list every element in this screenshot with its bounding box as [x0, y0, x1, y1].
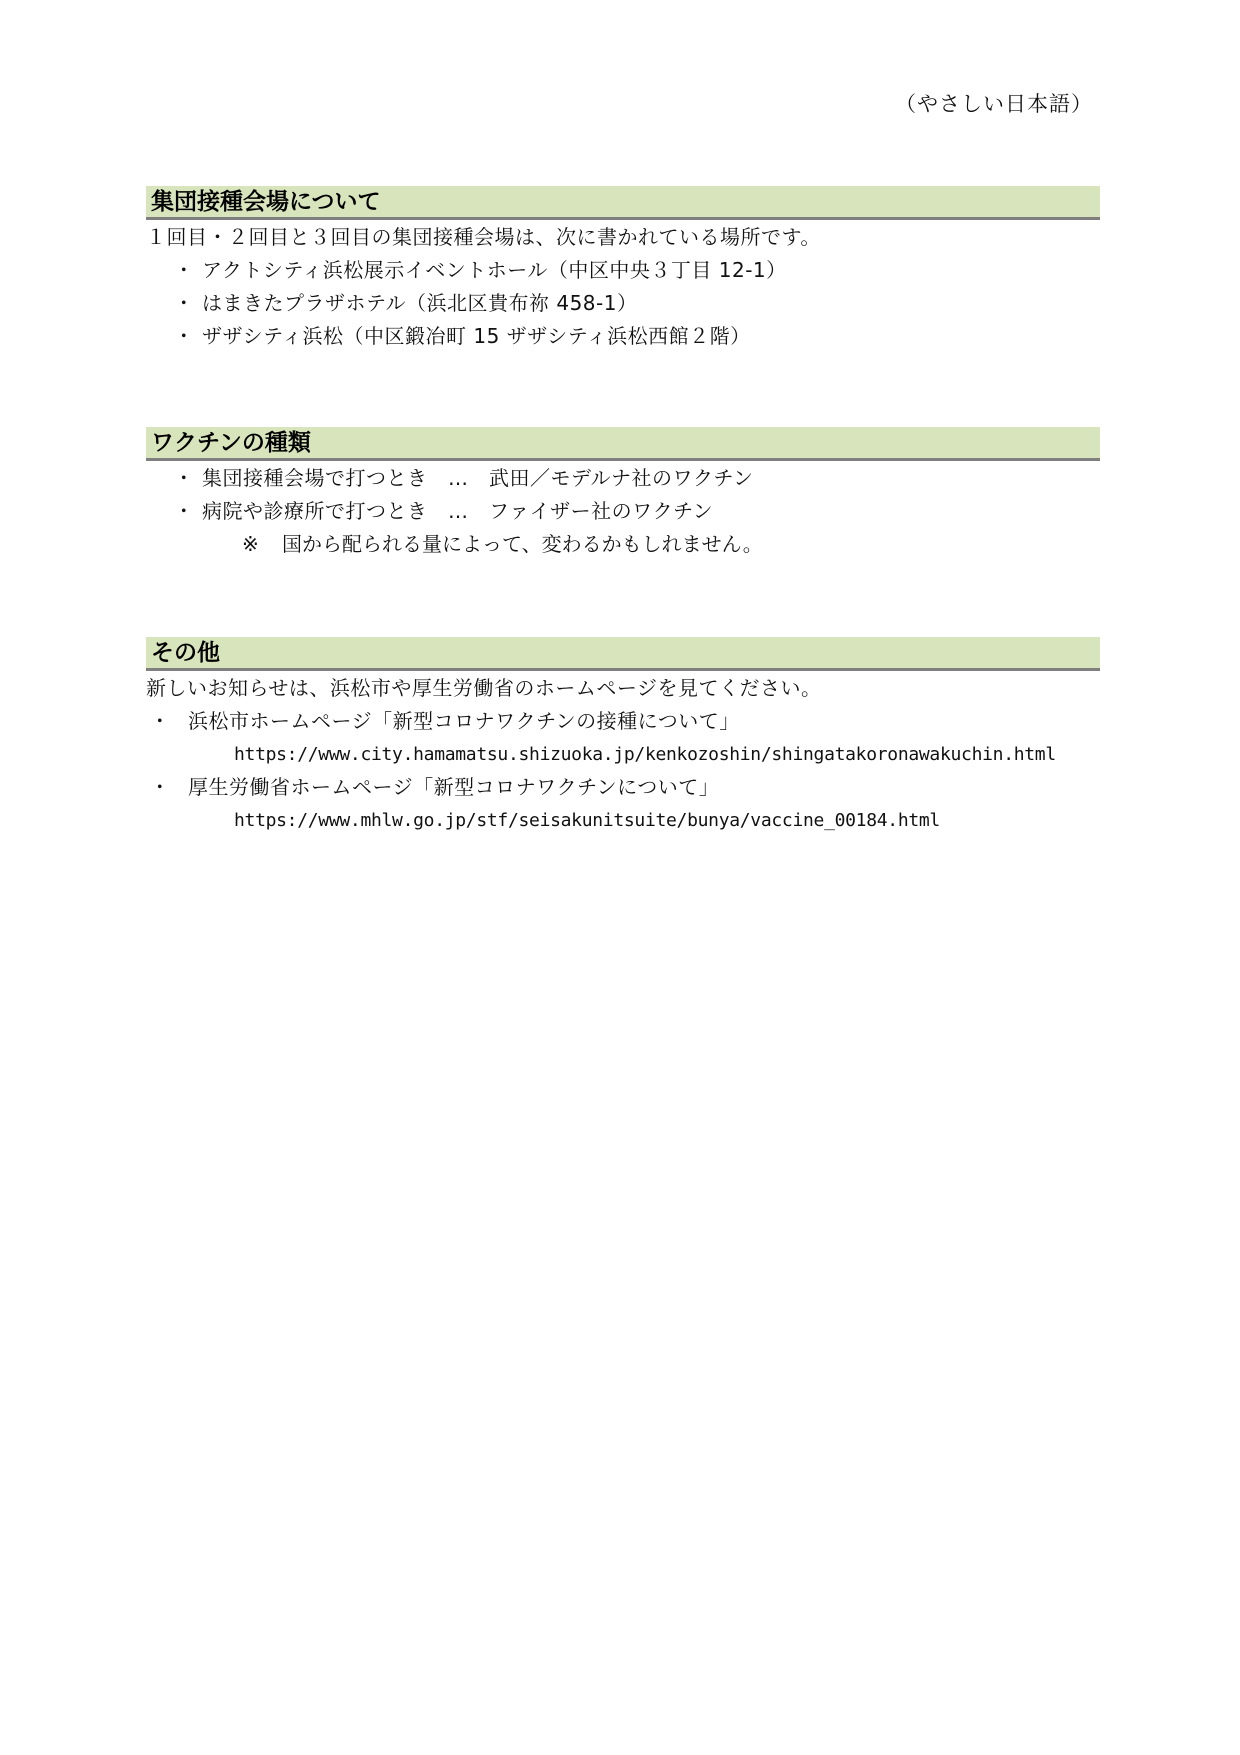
link-label: 浜松市ホームページ「新型コロナワクチンの接種について」 — [188, 709, 740, 733]
section-venues — [146, 186, 1100, 353]
note-text: 国から配られる量によって、変わるかもしれません。 — [282, 532, 763, 556]
bullet: ・ — [173, 291, 195, 315]
section-intro: 新しいお知らせは、浜松市や厚生労働省のホームページを見てください。 — [146, 676, 822, 700]
list-item — [146, 771, 1100, 804]
bullet: ・ — [173, 466, 195, 490]
mhlw-url-link[interactable]: https://www.mhlw.go.jp/stf/seisakunitsuite/bunya/vaccine_00184.html — [234, 810, 940, 831]
list-item — [146, 320, 1100, 353]
section-intro: １回目・２回目と３回目の集団接種会場は、次に書かれている場所です。 — [146, 225, 821, 249]
list-item — [146, 705, 1100, 738]
bullet: ・ — [149, 775, 171, 799]
section-title: ワクチンの種類 — [146, 427, 1100, 461]
vaccine-text: 病院や診療所で打つとき … ファイザー社のワクチン — [202, 499, 714, 523]
language-label: （やさしい日本語） — [895, 92, 1093, 116]
venue-text: ザザシティ浜松（中区鍛冶町 15 ザザシティ浜松西館２階） — [202, 324, 751, 348]
vaccine-text: 集団接種会場で打つとき … 武田／モデルナ社のワクチン — [202, 466, 754, 490]
bullet: ・ — [173, 499, 195, 523]
bullet: ・ — [173, 258, 195, 282]
note — [146, 528, 1100, 561]
section-title: 集団接種会場について — [146, 186, 1100, 220]
section-other — [146, 637, 1100, 837]
list-item — [146, 287, 1100, 320]
list-item — [146, 462, 1100, 495]
section-title: その他 — [146, 637, 1100, 671]
link-label: 厚生労働省ホームページ「新型コロナワクチンについて」 — [188, 775, 720, 799]
bullet: ・ — [173, 324, 195, 348]
venue-text: はまきたプラザホテル（浜北区貴布祢 458-1） — [202, 291, 638, 315]
section-vaccine-types — [146, 427, 1100, 561]
bullet: ・ — [149, 709, 171, 733]
note-mark: ※ — [242, 532, 259, 556]
list-item — [146, 254, 1100, 287]
hamamatsu-url-link[interactable]: https://www.city.hamamatsu.shizuoka.jp/kenkozoshin/shingatakoronawakuchin.html — [234, 744, 1056, 765]
list-item — [146, 495, 1100, 528]
venue-text: アクトシティ浜松展示イベントホール（中区中央３丁目 12-1） — [202, 258, 787, 282]
